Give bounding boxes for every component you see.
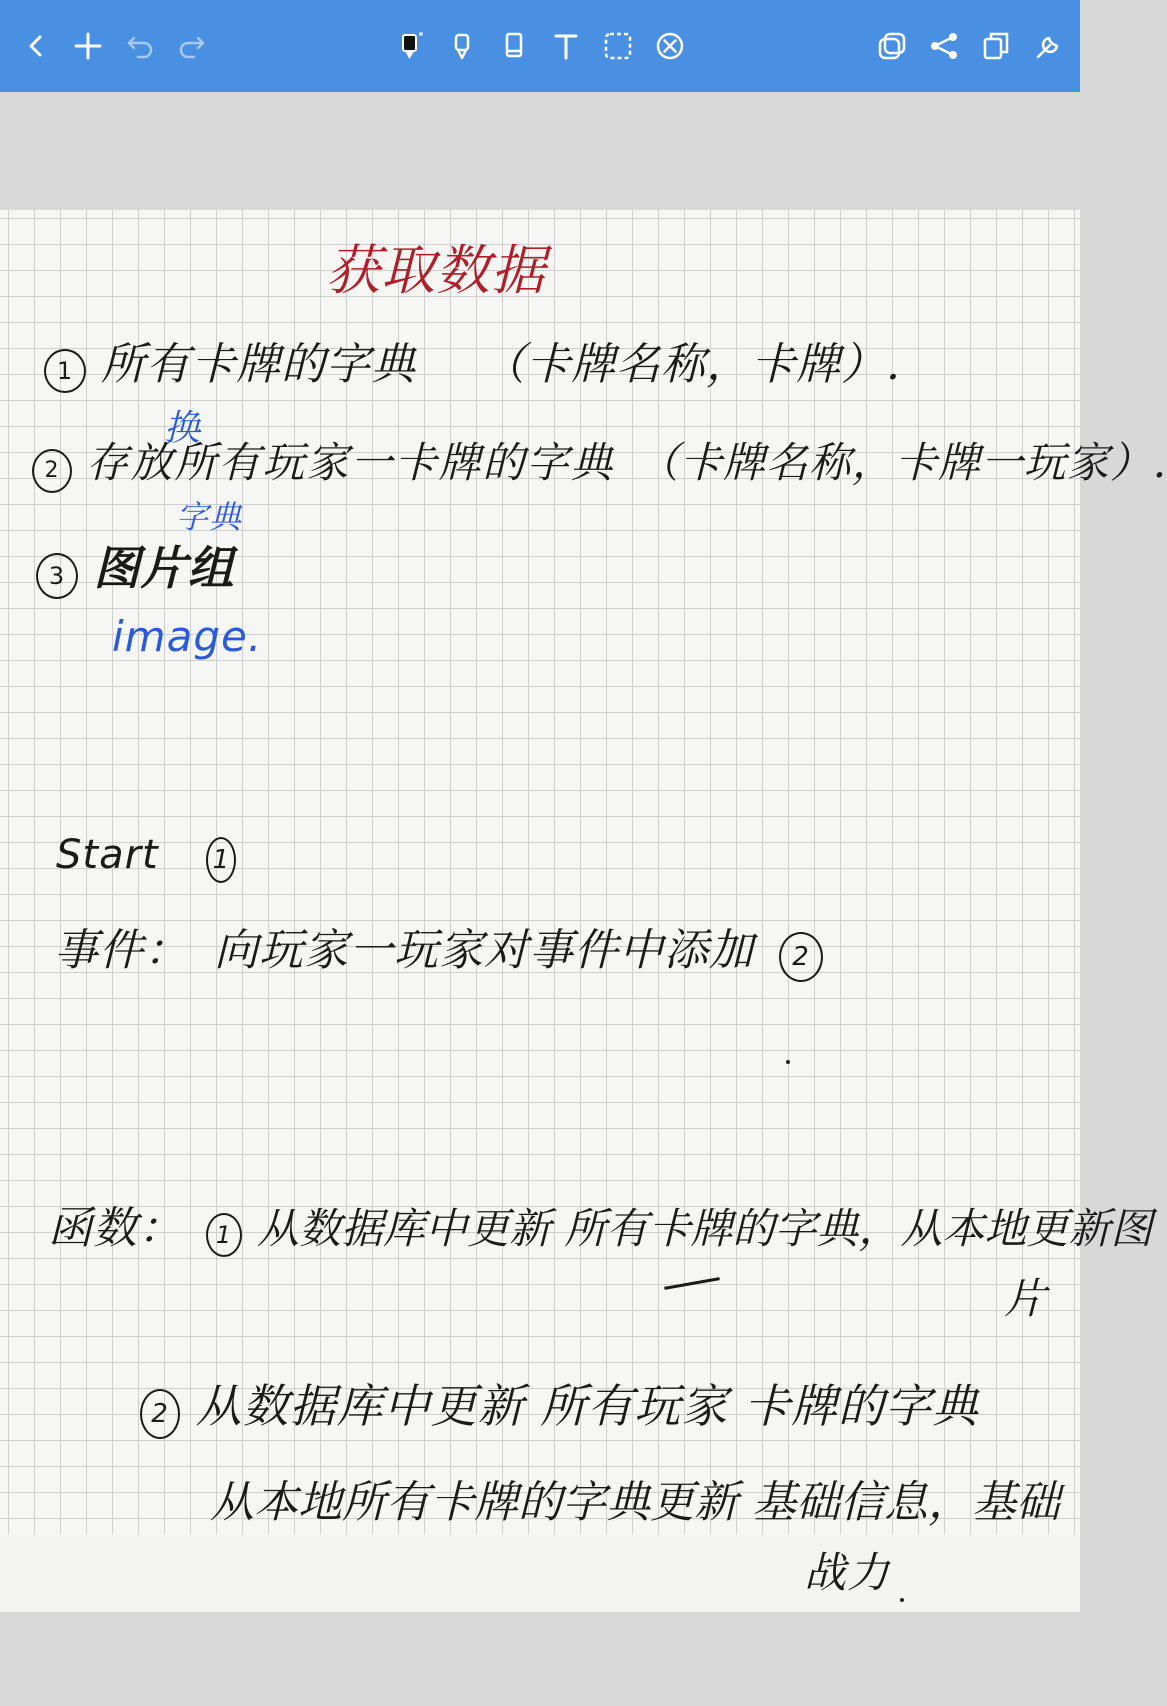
note-item-1: [44, 328, 901, 393]
note-title: 获取数据: [326, 239, 546, 302]
note-item-3: [36, 532, 235, 599]
func-line-2: [140, 1370, 979, 1439]
canvas-gap-top: [0, 92, 1080, 210]
func-text-1: 从数据库中更新 所有卡牌的字典，从本地更新图: [257, 1204, 1153, 1253]
start-label: [56, 832, 236, 883]
back-icon: [18, 28, 54, 64]
copy-button[interactable]: [970, 20, 1022, 72]
note-item-2: [32, 430, 1167, 493]
toolbar: [0, 0, 1080, 92]
layers-icon: [874, 28, 910, 64]
func-line-2b: 从本地所有卡牌的字典更新 基础信息，基础: [210, 1477, 1060, 1528]
item-detail: （卡牌名称，卡牌）.: [481, 339, 901, 390]
item-number: 2: [32, 449, 72, 493]
share-button[interactable]: [918, 20, 970, 72]
clear-tool-button[interactable]: [644, 20, 696, 72]
share-icon: [926, 28, 962, 64]
end-dot: [900, 1598, 904, 1602]
item-number: 3: [36, 553, 78, 599]
redo-icon: [174, 28, 210, 64]
func-text-2: 从数据库中更新 所有玩家 卡牌的字典: [195, 1379, 979, 1433]
eraser-icon: [496, 28, 532, 64]
pen-tool-button[interactable]: [384, 20, 436, 72]
toolbar-left-group: [10, 0, 218, 92]
item-detail: （卡牌名称，卡牌一玩家）.: [636, 438, 1167, 487]
layers-button[interactable]: [866, 20, 918, 72]
func-line-1: [48, 1192, 1152, 1257]
func-number-1: 1: [206, 1213, 242, 1257]
item-2-annotation-top: 换: [164, 408, 202, 449]
start-text: Start: [56, 832, 159, 878]
func-continuation-1: 片: [1004, 1274, 1048, 1323]
eraser-tool-button[interactable]: [488, 20, 540, 72]
add-icon: [70, 28, 106, 64]
toolbar-right-group: [866, 0, 1074, 92]
item-text: 所有卡牌的字典: [101, 339, 416, 390]
func-line-2c: [804, 1540, 890, 1600]
func-line-2c-text: 战力: [804, 1548, 891, 1597]
event-label: 事件：: [54, 925, 189, 976]
stray-dot: [786, 1060, 790, 1064]
start-number: 1: [206, 837, 236, 883]
text-tool-button[interactable]: [540, 20, 592, 72]
func-number-2: 2: [140, 1389, 180, 1439]
event-text: 向玩家一玩家对事件中添加: [214, 925, 754, 976]
pen-icon: [392, 28, 428, 64]
highlighter-icon: [444, 28, 480, 64]
item-3-annotation: image.: [112, 612, 263, 661]
lasso-tool-button[interactable]: [592, 20, 644, 72]
toolbar-tools-group: [384, 0, 696, 92]
settings-icon: [1030, 28, 1066, 64]
undo-button[interactable]: [114, 20, 166, 72]
lasso-icon: [600, 28, 636, 64]
page-footer-strip: [0, 1534, 1080, 1612]
item-number: 1: [44, 349, 86, 393]
copy-icon: [978, 28, 1014, 64]
undo-icon: [122, 28, 158, 64]
clear-icon: [652, 28, 688, 64]
func-line-1-underline: [664, 1277, 720, 1290]
settings-button[interactable]: [1022, 20, 1074, 72]
item-2-annotation-bottom: 字典: [176, 498, 243, 536]
highlighter-tool-button[interactable]: [436, 20, 488, 72]
back-button[interactable]: [10, 20, 62, 72]
add-page-button[interactable]: [62, 20, 114, 72]
item-text: 存放所有玩家一卡牌的字典: [86, 438, 615, 487]
item-text: 图片组: [93, 541, 235, 595]
canvas-gap-bottom: [0, 1612, 1080, 1706]
text-icon: [548, 28, 584, 64]
event-number: 2: [779, 932, 823, 982]
note-page[interactable]: [0, 210, 1167, 1612]
func-label: 函数：: [48, 1203, 183, 1254]
redo-button[interactable]: [166, 20, 218, 72]
event-line: [54, 914, 823, 982]
